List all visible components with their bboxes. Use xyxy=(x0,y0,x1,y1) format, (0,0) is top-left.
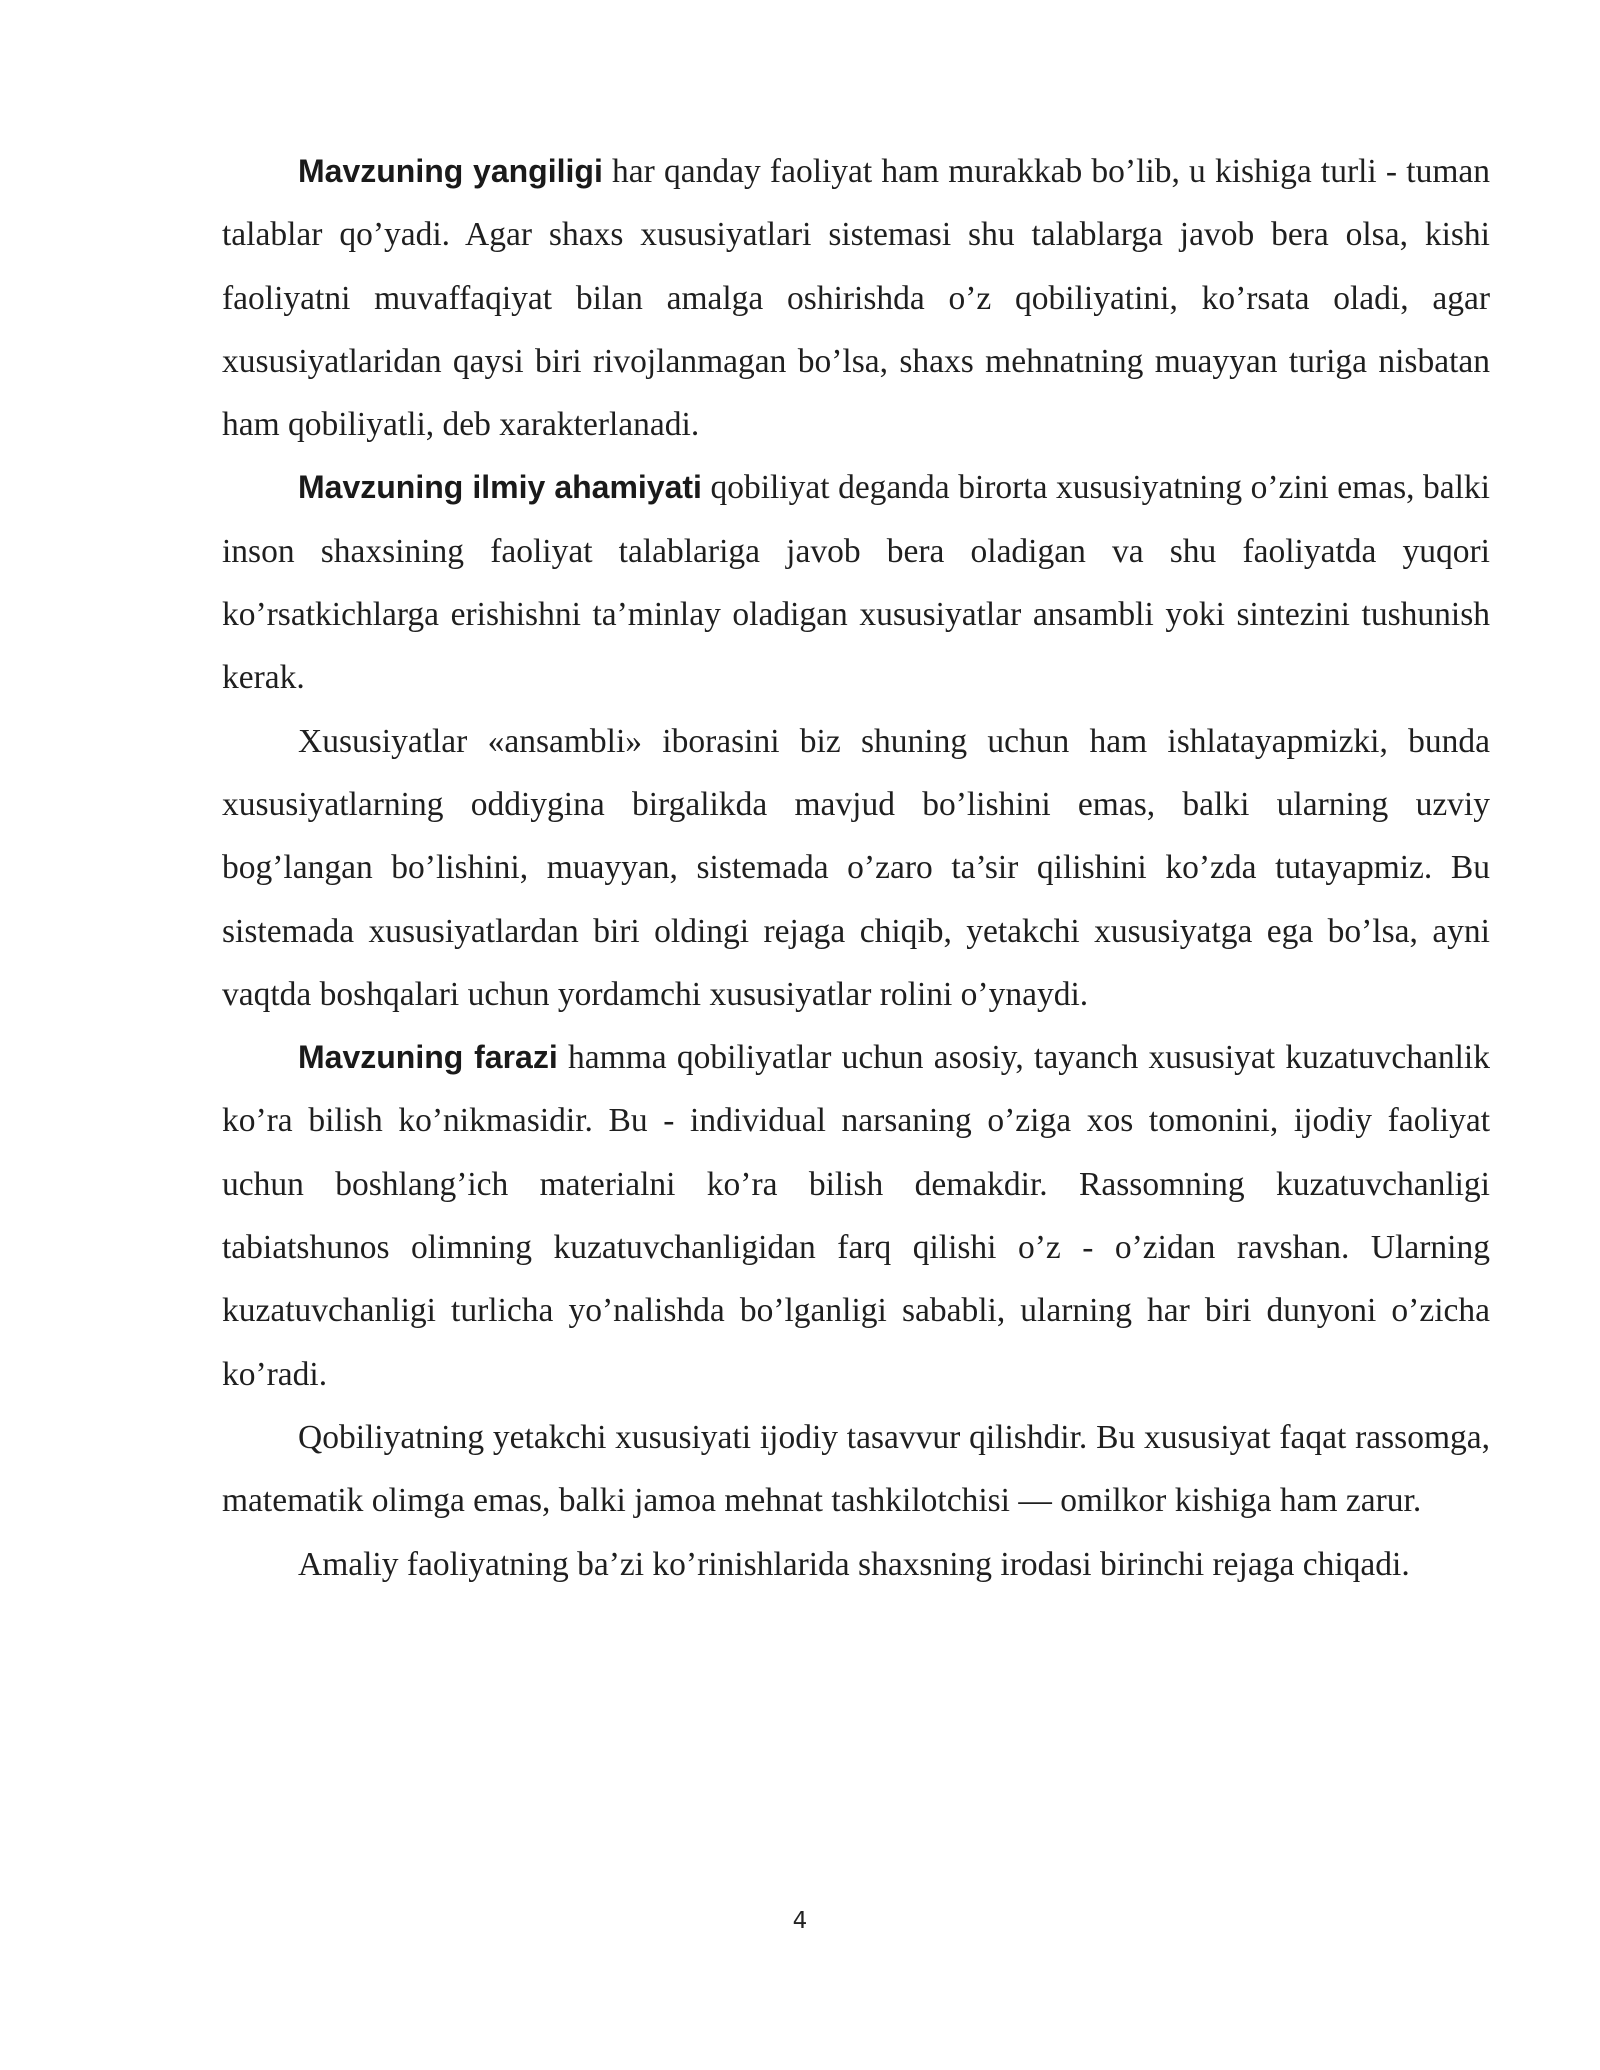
paragraph-creative-imagination xyxy=(222,1406,1490,1533)
paragraph-text: Qobiliyatning yetakchi xususiyati ijodiy tasavvur qilishdir. Bu xususiyat faqat rassomga, matematik olimga emas, balki jamoa mehnat tashkilotchisi — omilkor kishiga ham zarur. xyxy=(222,1418,1490,1520)
page-number: 4 xyxy=(792,1908,808,1934)
paragraph-text: qobiliyat deganda birorta xususiyatning o’zini emas, balki inson shaxsining faoliyat talablariga javob bera oladigan va shu faoliyatda yuqori ko’rsatkichlarga erishishni ta’minlay oladigan xususiyatlar ansambli yoki sintezini tushunish kerak. xyxy=(222,469,1490,697)
paragraph-novelty xyxy=(222,140,1490,456)
paragraph-text: hamma qobiliyatlar uchun asosiy, tayanch xususiyat kuzatuvchanlik ko’ra bilish ko’nikmasidir. Bu - individual narsaning o’ziga xos tomonini, ijodiy faoliyat uchun boshlang’ich materialni ko’ra bilish demakdir. Rassomning kuzatuvchanligi tabiatshunos olimning kuzatuvchanligidan farq qilishi o’z - o’zidan ravshan. Ularning kuzatuvchanligi turlicha yo’nalishda bo’lganligi sababli, ularning har biri dunyoni o’zicha ko’radi. xyxy=(222,1039,1490,1393)
paragraph-lead: Mavzuning ilmiy ahamiyati xyxy=(298,469,702,506)
paragraph-text: Xususiyatlar «ansambli» iborasini biz shuning uchun ham ishlatayapmizki, bunda xususiyatlarning oddiygina birgalikda mavjud bo’lishini emas, balki ularning uzviy bog’langan bo’lishini, muayyan, sistemada o’zaro ta’sir qilishini ko’zda tutayapmiz. Bu sistemada xususiyatlardan biri oldingi rejaga chiqib, yetakchi xususiyatga ega bo’lsa, ayni vaqtda boshqalari uchun yordamchi xususiyatlar rolini o’ynaydi. xyxy=(222,722,1490,1013)
paragraph-scientific-significance xyxy=(222,456,1490,709)
paragraph-lead: Mavzuning farazi xyxy=(298,1039,558,1076)
paragraph-ensemble xyxy=(222,710,1490,1026)
paragraph-will xyxy=(222,1533,1490,1596)
paragraph-text: har qanday faoliyat ham murakkab bo’lib, u kishiga turli - tuman talablar qo’yadi. Agar shaxs xususiyatlari sistemasi shu talablarga javob bera olsa, kishi faoliyatni muvaffaqiyat bilan amalga oshirishda o’z qobiliyatini, ko’rsata oladi, agar xususiyatlaridan qaysi biri rivojlanmagan bo’lsa, shaxs mehnatning muayyan turiga nisbatan ham qobiliyatli, deb xarakterlanadi. xyxy=(222,153,1491,444)
paragraph-hypothesis xyxy=(222,1026,1490,1406)
document-body xyxy=(222,140,1490,1596)
paragraph-lead: Mavzuning yangiligi xyxy=(298,153,603,189)
paragraph-text: Amaliy faoliyatning ba’zi ko’rinishlarida shaxsning irodasi birinchi rejaga chiqadi. xyxy=(298,1545,1410,1583)
